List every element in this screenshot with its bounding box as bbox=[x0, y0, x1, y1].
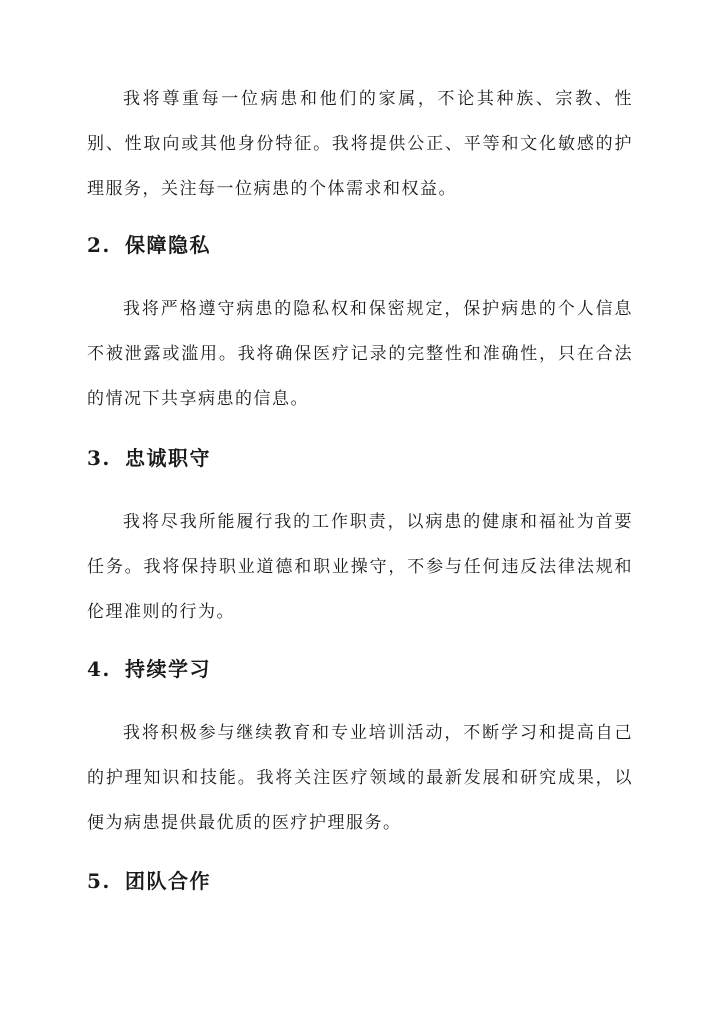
section-body-privacy: 我将严格遵守病患的隐私权和保密规定，保护病患的个人信息不被泄露或滥用。我将确保医疗记录的完整性和准确性，只在合法的情况下共享病患的信息。 bbox=[87, 299, 633, 409]
section-body-duty: 我将尽我所能履行我的工作职责，以病患的健康和福祉为首要任务。我将保持职业道德和职业操守，不参与任何违反法律法规和伦理准则的行为。 bbox=[87, 512, 633, 622]
section-number: 2. bbox=[87, 233, 111, 257]
section-number: 3. bbox=[87, 446, 111, 470]
intro-paragraph: 我将尊重每一位病患和他们的家属，不论其种族、宗教、性别、性取向或其他身份特征。我将提供公正、平等和文化敏感的护理服务，关注每一位病患的个体需求和权益。 bbox=[87, 89, 633, 199]
section-number: 4. bbox=[87, 657, 111, 681]
section-heading-privacy bbox=[87, 230, 211, 260]
section-heading-learning bbox=[87, 654, 211, 684]
section-heading-duty bbox=[87, 443, 211, 473]
section-body-learning: 我将积极参与继续教育和专业培训活动，不断学习和提高自己的护理知识和技能。我将关注医疗领域的最新发展和研究成果，以便为病患提供最优质的医疗护理服务。 bbox=[87, 723, 633, 833]
section-title: 持续学习 bbox=[125, 657, 211, 681]
section-title: 保障隐私 bbox=[125, 233, 211, 257]
section-number: 5. bbox=[87, 869, 111, 893]
section-title: 团队合作 bbox=[125, 869, 211, 893]
section-title: 忠诚职守 bbox=[125, 446, 211, 470]
section-heading-teamwork bbox=[87, 866, 211, 896]
